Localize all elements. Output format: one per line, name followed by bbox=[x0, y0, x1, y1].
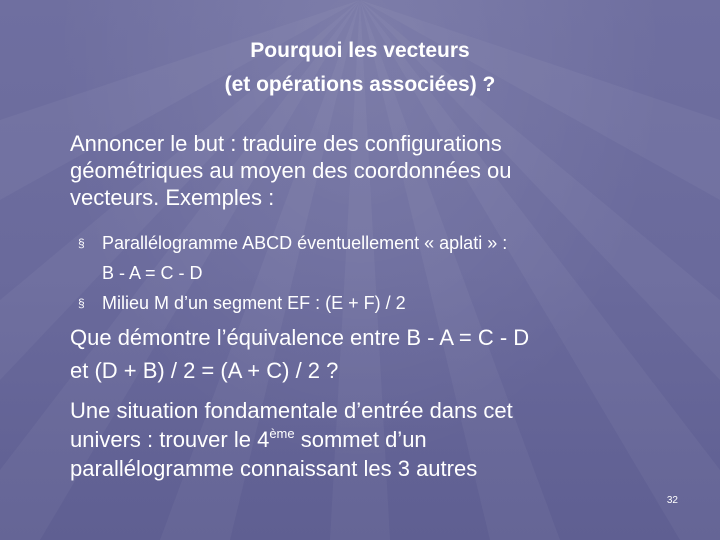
situation-line-3: parallélogramme connaissant les 3 autres bbox=[70, 456, 478, 481]
intro-paragraph bbox=[70, 130, 680, 211]
bullet-1-line-1: Parallélogramme ABCD éventuellement « aplati » : bbox=[102, 233, 508, 253]
intro-line-3: vecteurs. Exemples : bbox=[70, 185, 275, 210]
bullet-marker-icon: § bbox=[78, 296, 85, 310]
bullet-item-parallelogramme-continued bbox=[78, 258, 507, 288]
slide-title bbox=[0, 34, 720, 102]
question-paragraph bbox=[70, 321, 529, 387]
intro-line-1: Annoncer le but : traduire des configurations bbox=[70, 131, 502, 156]
intro-line-2: géométriques au moyen des coordonnées ou bbox=[70, 158, 512, 183]
situation-line-1: Une situation fondamentale d’entrée dans cet bbox=[70, 398, 513, 423]
bullet-marker-icon: § bbox=[78, 236, 85, 250]
superscript-eme: ème bbox=[269, 426, 295, 441]
bullet-list bbox=[78, 228, 507, 318]
title-line-1: Pourquoi les vecteurs bbox=[250, 39, 470, 62]
bullet-item-parallelogramme bbox=[78, 228, 507, 258]
title-line-2: (et opérations associées) ? bbox=[224, 73, 496, 96]
situation-line-2-end: sommet d’un bbox=[294, 427, 427, 452]
bullet-item-milieu bbox=[78, 288, 507, 318]
bullet-2-text: Milieu M d’un segment EF : (E + F) / 2 bbox=[102, 293, 406, 313]
question-line-1: Que démontre l’équivalence entre B - A = C - D bbox=[70, 325, 530, 350]
situation-line-2-start: univers : trouver le 4 bbox=[70, 427, 270, 452]
page-number: 32 bbox=[666, 495, 678, 506]
question-line-2: et (D + B) / 2 = (A + C) / 2 ? bbox=[70, 358, 339, 383]
bullet-1-line-2: B - A = C - D bbox=[102, 263, 203, 283]
situation-paragraph bbox=[70, 396, 513, 483]
situation-line-2 bbox=[70, 425, 513, 454]
